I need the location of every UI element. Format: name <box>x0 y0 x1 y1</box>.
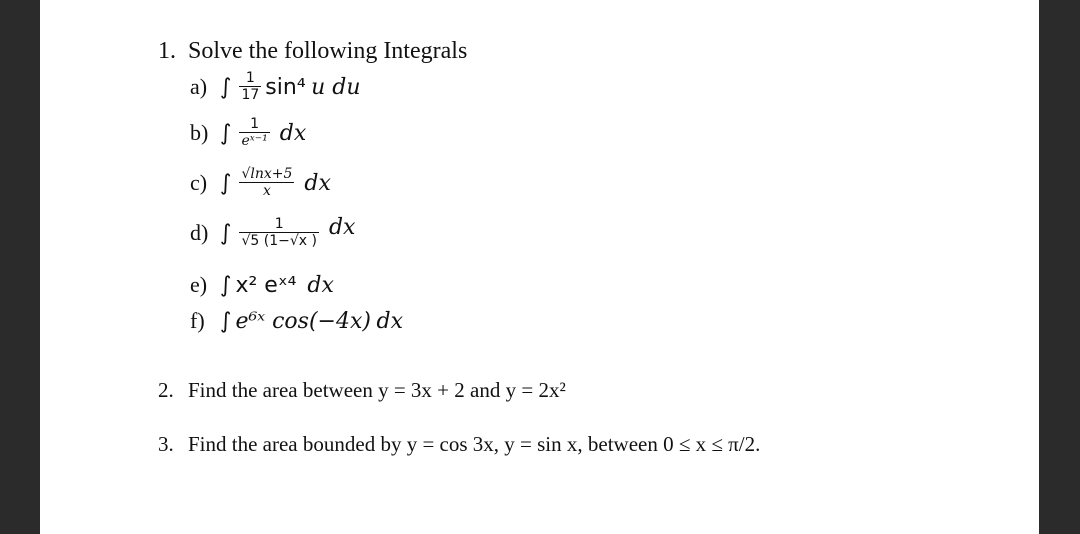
denominator: x <box>262 183 271 199</box>
part-c-label: c) <box>190 170 208 195</box>
numerator: √lnx+5 <box>241 166 293 182</box>
integral-sign: ∫ <box>220 272 232 298</box>
differential: dx <box>307 272 334 298</box>
differential: dx <box>376 308 403 334</box>
fraction <box>239 116 269 150</box>
part-e <box>190 272 334 298</box>
numerator: 1 <box>250 116 260 132</box>
function-expression: sin⁴ <box>265 74 306 100</box>
question-1-title: Solve the following Integrals <box>188 38 468 64</box>
denominator: eˣ⁻¹ <box>241 133 268 149</box>
differential: dx <box>328 214 356 240</box>
document-page <box>40 0 1039 534</box>
part-c <box>190 166 331 200</box>
question-3-number: 3. <box>158 432 174 456</box>
fraction <box>239 216 319 250</box>
denominator: 17 <box>241 87 260 103</box>
part-b-label: b) <box>190 120 209 145</box>
part-d-label: d) <box>190 220 209 245</box>
denominator: √5 (1−√x ) <box>241 233 317 249</box>
part-d <box>190 216 355 250</box>
part-f-label: f) <box>190 308 205 333</box>
differential: u du <box>311 74 361 100</box>
question-3-text: Find the area bounded by y = cos 3x, y = sin x, between 0 ≤ x ≤ π/2. <box>188 432 761 456</box>
question-1-heading <box>158 38 467 65</box>
integral-sign: ∫ <box>220 120 232 146</box>
question-1-number: 1. <box>158 38 176 64</box>
numerator: 1 <box>245 70 255 86</box>
question-2-text: Find the area between y = 3x + 2 and y = 2x² <box>188 378 566 402</box>
part-a <box>190 70 361 104</box>
part-a-label: a) <box>190 74 208 99</box>
function-expression: x² eˣ⁴ <box>235 272 297 298</box>
integral-sign: ∫ <box>220 170 232 196</box>
integral-sign: ∫ <box>220 220 232 246</box>
question-3 <box>158 432 760 457</box>
part-b <box>190 116 306 150</box>
fraction <box>239 166 294 200</box>
function-expression: e⁶ˣ cos(−4x) <box>235 308 371 334</box>
numerator: 1 <box>274 216 284 232</box>
question-2 <box>158 378 566 403</box>
part-e-label: e) <box>190 272 208 297</box>
question-2-number: 2. <box>158 378 174 402</box>
differential: dx <box>279 120 307 146</box>
differential: dx <box>304 170 331 196</box>
integral-sign: ∫ <box>220 308 232 334</box>
integral-sign: ∫ <box>220 74 232 100</box>
part-f <box>190 308 403 334</box>
fraction <box>239 70 261 104</box>
